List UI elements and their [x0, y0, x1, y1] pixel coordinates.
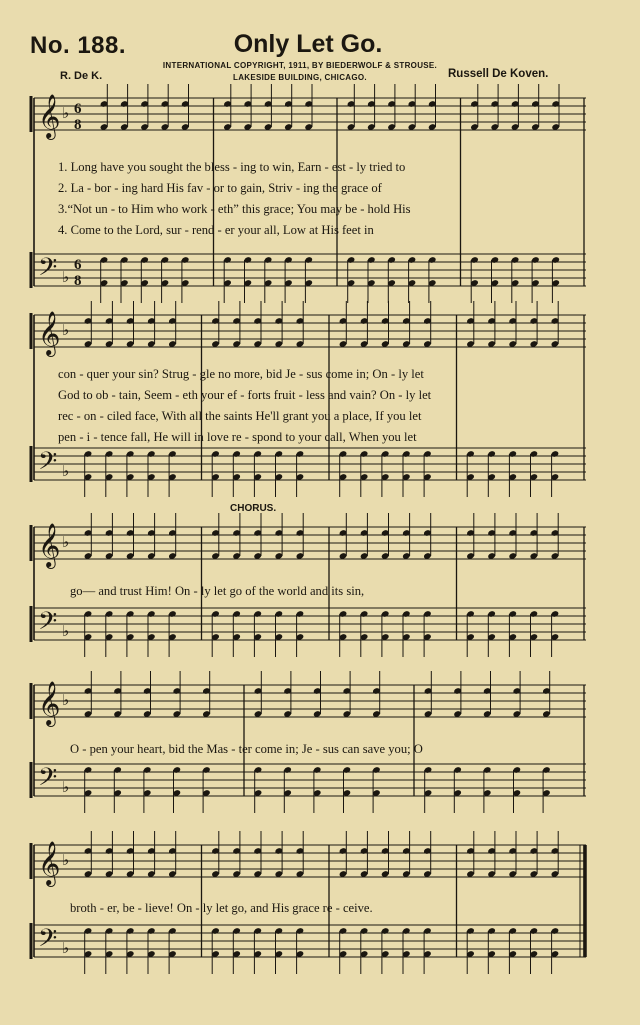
- lyric-verse-2: 2. La - bor - ing hard His fav - or to gain, Striv - ing the grace of: [58, 181, 382, 195]
- hymn-title: Only Let Go.: [233, 30, 383, 58]
- system-3-flat-icon: ♭: [62, 622, 70, 640]
- system-1-treble-clef-icon: 𝄞: [38, 94, 61, 138]
- lyric-chorus-line: go— and trust Him! On - ly let go of the world and its sin,: [70, 584, 365, 598]
- lyrics-system-1: [58, 157, 558, 241]
- system-1-time-signature: 6: [74, 257, 82, 273]
- lyrics-system-3: [70, 581, 560, 602]
- system-3-treble-clef-icon: 𝄞: [38, 523, 61, 567]
- publisher-address: LAKESIDE BUILDING, CHICAGO.: [233, 73, 367, 82]
- system-1-flat-icon: ♭: [62, 104, 70, 122]
- hymn-number: No. 188.: [30, 32, 127, 59]
- lyric-verse-3: rec - on - ciled face, With all the saints He'll grant you a place, If you let: [58, 409, 422, 423]
- system-4-flat-icon: ♭: [62, 691, 70, 709]
- system-3-bass-clef-icon: 𝄢: [38, 607, 58, 642]
- lyric-verse-4: pen - i - tence fall, He will in love re - spond to your call, When you let: [58, 430, 417, 444]
- lyrics-system-4: [70, 739, 560, 760]
- copyright-notice: [150, 60, 450, 84]
- composer-credit: Russell De Koven.: [448, 68, 549, 80]
- lyricist-credit: R. De K.: [60, 70, 103, 82]
- system-4-flat-icon: ♭: [62, 778, 70, 796]
- lyric-verse-4: 4. Come to the Lord, sur - rend - er your all, Low at His feet in: [58, 223, 374, 237]
- system-2-bass-clef-icon: 𝄢: [38, 447, 58, 482]
- lyrics-system-2: [58, 364, 558, 448]
- lyric-verse-3: 3.“Not un - to Him who work - eth” this grace; You may be - hold His: [58, 202, 411, 216]
- lyrics-system-5: [70, 898, 560, 919]
- system-4-treble-clef-icon: 𝄞: [38, 681, 61, 725]
- system-5-treble-clef-icon: 𝄞: [38, 841, 61, 885]
- lyric-verse-1: con - quer your sin? Strug - gle no more, bid Je - sus come in; On - ly let: [58, 367, 424, 381]
- system-4-bass-clef-icon: 𝄢: [38, 763, 58, 798]
- system-5-flat-icon: ♭: [62, 939, 70, 957]
- system-2-treble-clef-icon: 𝄞: [38, 311, 61, 355]
- system-1-flat-icon: ♭: [62, 268, 70, 286]
- chorus-label: CHORUS.: [230, 503, 277, 514]
- lyric-verse-2: God to ob - tain, Seem - eth your ef - forts fruit - less and vain? On - ly let: [58, 388, 432, 402]
- system-1-time-signature: 6: [74, 101, 82, 117]
- lyric-chorus-line: O - pen your heart, bid the Mas - ter come in; Je - sus can save you; O: [70, 742, 423, 756]
- system-1-time-signature: 8: [74, 117, 82, 133]
- lyric-chorus-line: broth - er, be - lieve! On - ly let go, and His grace re - ceive.: [70, 901, 373, 915]
- copyright-line: INTERNATIONAL COPYRIGHT, 1911, BY BIEDERWOLF & STROUSE.: [162, 61, 438, 70]
- system-5-flat-icon: ♭: [62, 851, 70, 869]
- system-1-time-signature: 8: [74, 273, 82, 289]
- system-2-flat-icon: ♭: [62, 321, 70, 339]
- system-3-flat-icon: ♭: [62, 533, 70, 551]
- system-5-bass-clef-icon: 𝄢: [38, 924, 58, 959]
- system-2-flat-icon: ♭: [62, 462, 70, 480]
- system-1-bass-clef-icon: 𝄢: [38, 253, 58, 288]
- lyric-verse-1: 1. Long have you sought the bless - ing to win, Earn - est - ly tried to: [58, 160, 406, 174]
